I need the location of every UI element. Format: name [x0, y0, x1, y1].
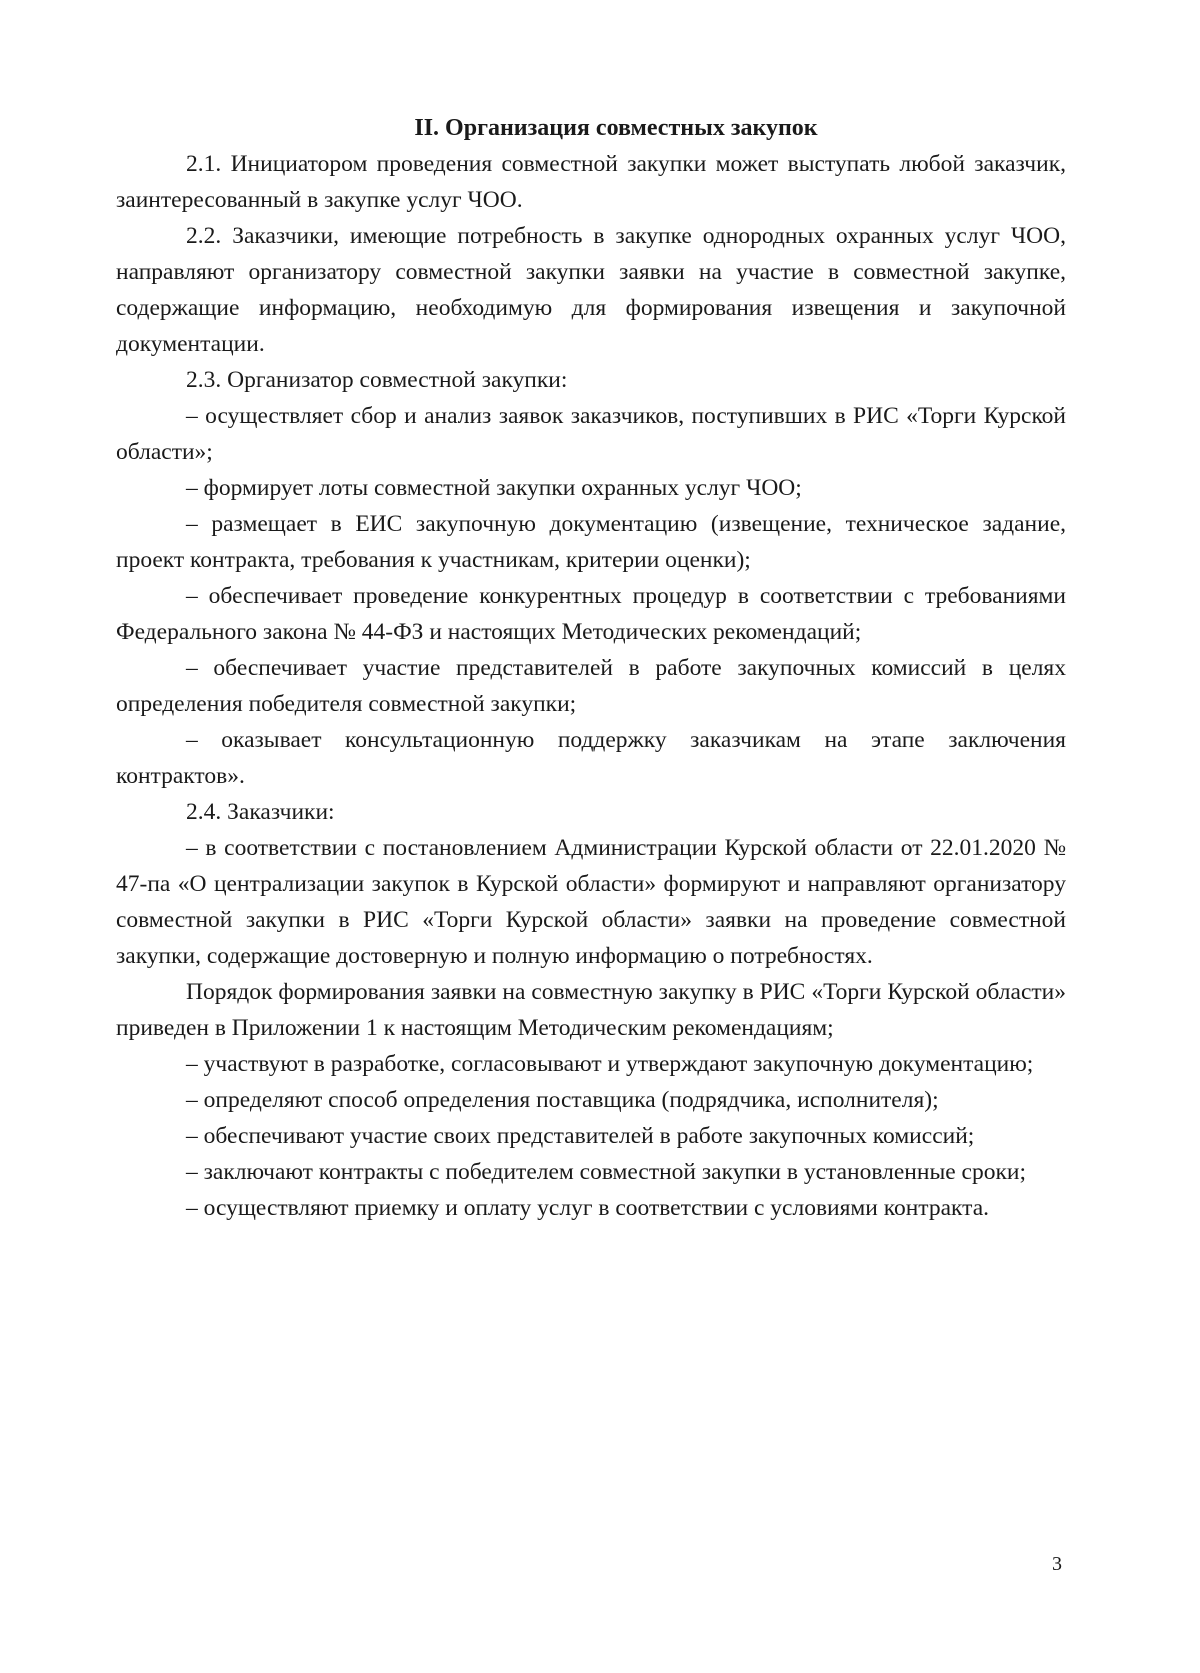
- paragraph-2-1: 2.1. Инициатором проведения совместной закупки может выступать любой заказчик, заинтересованный в закупке услуг ЧОО.: [116, 151, 1066, 213]
- list-item: – участвуют в разработке, согласовывают и утверждают закупочную документацию;: [186, 1051, 1034, 1077]
- list-item: – обеспечивает проведение конкурентных процедур в соответствии с требованиями Федерального закона № 44-ФЗ и настоящих Методических рекомендаций;: [116, 583, 1066, 645]
- paragraph-2-4: 2.4. Заказчики:: [186, 799, 335, 825]
- list-item: – обеспечивает участие представителей в работе закупочных комиссий в целях определения победителя совместной закупки;: [116, 655, 1066, 717]
- list-item: – формирует лоты совместной закупки охранных услуг ЧОО;: [186, 475, 802, 501]
- list-item: – осуществляет сбор и анализ заявок заказчиков, поступивших в РИС «Торги Курской области»;: [116, 403, 1066, 465]
- list-item: – заключают контракты с победителем совместной закупки в установленные сроки;: [186, 1159, 1026, 1185]
- list-item: – осуществляют приемку и оплату услуг в соответствии с условиями контракта.: [186, 1195, 990, 1221]
- paragraph-2-2: 2.2. Заказчики, имеющие потребность в закупке однородных охранных услуг ЧОО, направляют организатору совместной закупки заявки на участие в совместной закупке, содержащие информацию, необходимую для формирования извещения и закупочной документации.: [116, 223, 1066, 357]
- list-item: – размещает в ЕИС закупочную документацию (извещение, техническое задание, проект контракта, требования к участникам, критерии оценки);: [116, 511, 1066, 573]
- document-page: [116, 110, 1066, 1226]
- list-item: – обеспечивают участие своих представителей в работе закупочных комиссий;: [186, 1123, 975, 1149]
- paragraph-2-3: 2.3. Организатор совместной закупки:: [186, 367, 568, 393]
- section-heading: II. Организация совместных закупок: [414, 115, 818, 141]
- list-item: – в соответствии с постановлением Администрации Курской области от 22.01.2020 № 47-па «О централизации закупок в Курской области» формируют и направляют организатору совместной закупки в РИС «Торги Курской области» заявки на проведение совместной закупки, содержащие достоверную и полную информацию о потребностях.: [116, 835, 1066, 969]
- page-number: 3: [1052, 1553, 1062, 1575]
- list-item: – оказывает консультационную поддержку заказчикам на этапе заключения контрактов».: [116, 727, 1066, 789]
- list-item: – определяют способ определения поставщика (подрядчика, исполнителя);: [186, 1087, 939, 1113]
- paragraph-order: Порядок формирования заявки на совместную закупку в РИС «Торги Курской области» приведен в Приложении 1 к настоящим Методическим рекомендациям;: [116, 979, 1066, 1041]
